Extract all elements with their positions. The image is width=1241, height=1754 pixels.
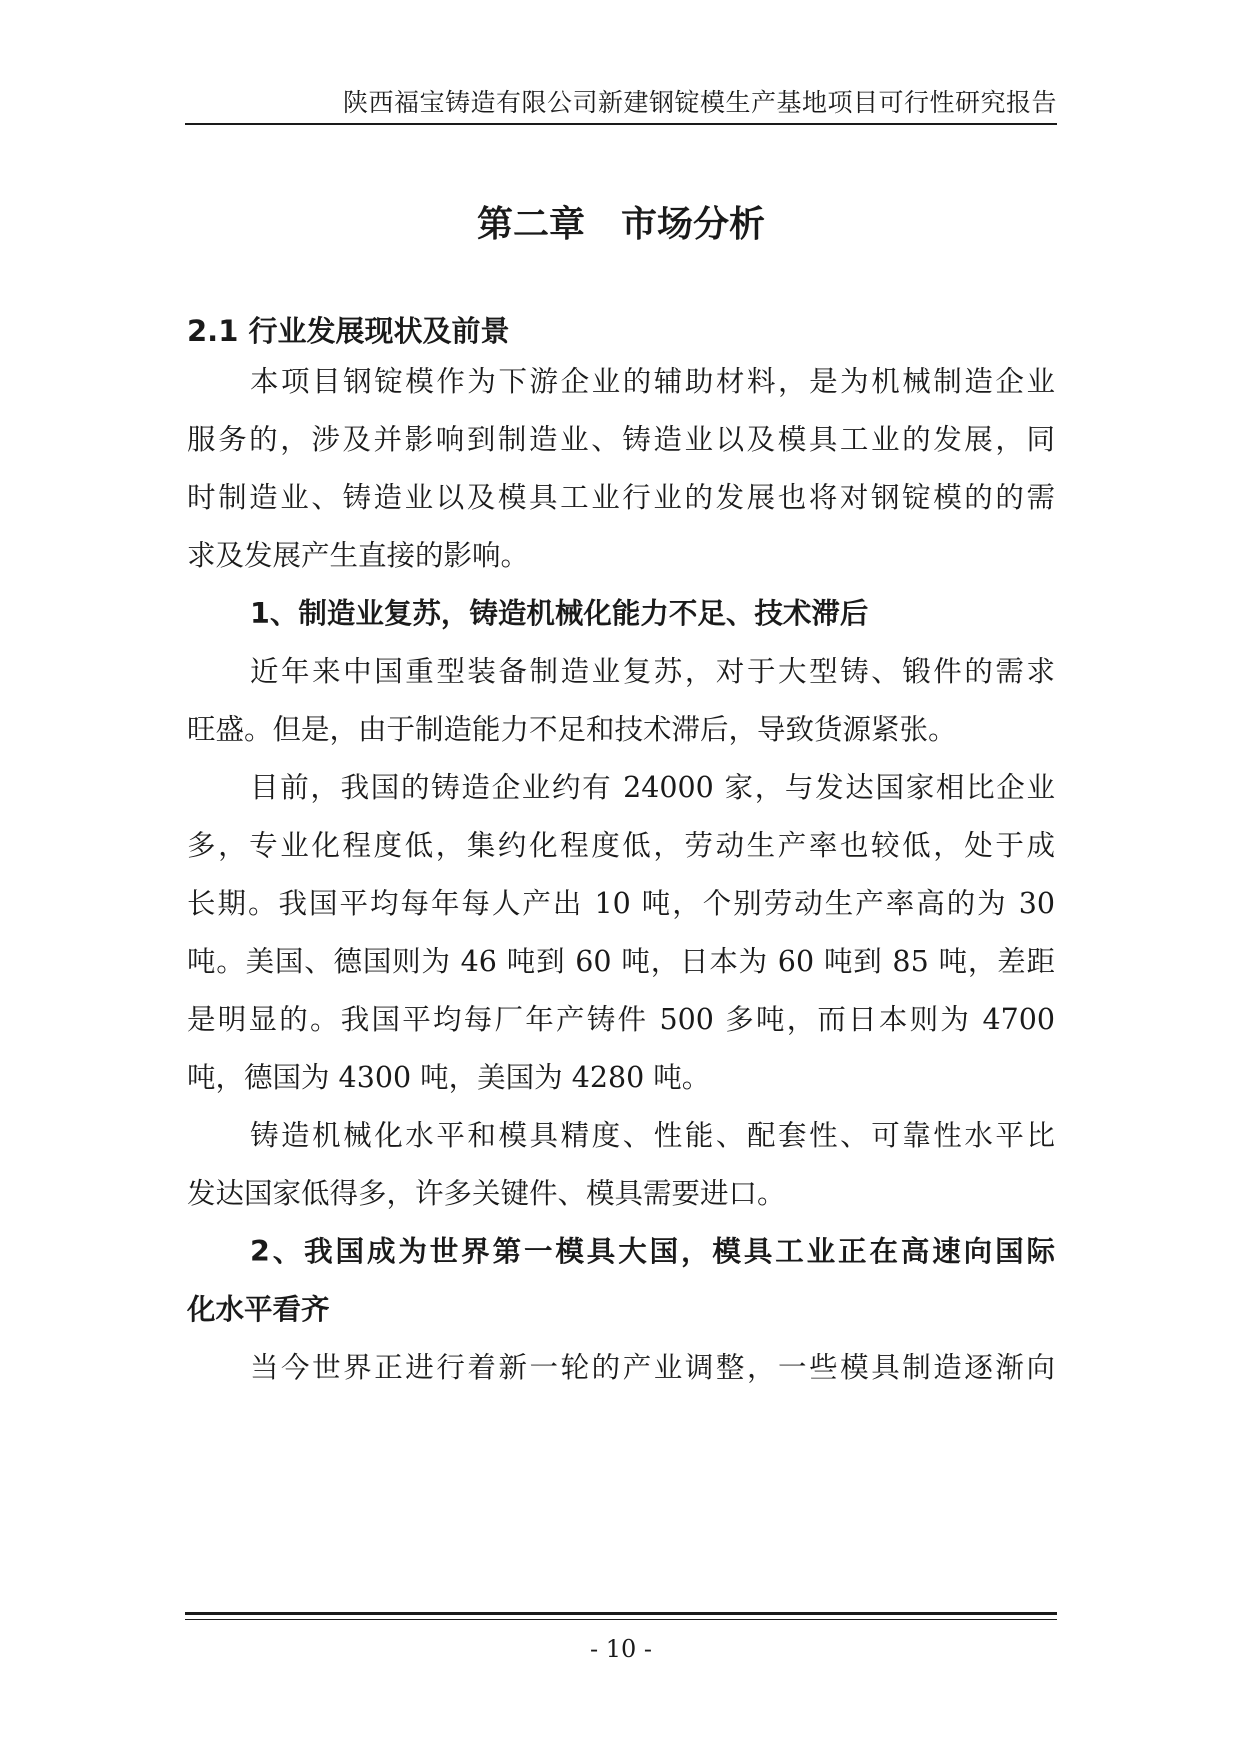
paragraph-line: 发达国家低得多，许多关键件、模具需要进口。	[187, 1177, 786, 1210]
subheading-2: 2、我国成为世界第一模具大国，模具工业正在高速向国际	[250, 1235, 1055, 1268]
page-number: - 10 -	[589, 1635, 652, 1663]
running-header: 陕西福宝铸造有限公司新建钢锭模生产基地项目可行性研究报告	[342, 88, 1057, 117]
paragraph-line: 是明显的。我国平均每厂年产铸件 500 多吨，而日本则为 4700	[187, 1003, 1055, 1036]
footer-rule	[185, 1619, 1057, 1620]
paragraph-line: 多，专业化程度低，集约化程度低，劳动生产率也较低，处于成	[187, 829, 1055, 862]
paragraph-line: 吨。美国、德国则为 46 吨到 60 吨，日本为 60 吨到 85 吨，差距	[187, 945, 1055, 978]
chapter-title: 第二章 市场分析	[476, 204, 765, 245]
paragraph-line: 吨，德国为 4300 吨，美国为 4280 吨。	[187, 1061, 711, 1094]
paragraph-line: 本项目钢锭模作为下游企业的辅助材料，是为机械制造企业	[250, 365, 1055, 398]
paragraph-line: 近年来中国重型装备制造业复苏，对于大型铸、锻件的需求	[250, 655, 1055, 688]
subheading-1: 1、制造业复苏，铸造机械化能力不足、技术滞后	[250, 597, 869, 630]
paragraph-line: 目前，我国的铸造企业约有 24000 家，与发达国家相比企业	[250, 771, 1055, 804]
header-rule	[185, 123, 1057, 125]
paragraph-line: 时制造业、铸造业以及模具工业行业的发展也将对钢锭模的的需	[187, 481, 1055, 514]
paragraph-line: 长期。我国平均每年每人产出 10 吨，个别劳动生产率高的为 30	[187, 887, 1055, 920]
paragraph-line: 旺盛。但是，由于制造能力不足和技术滞后，导致货源紧张。	[187, 713, 957, 746]
paragraph-line: 当今世界正进行着新一轮的产业调整，一些模具制造逐渐向	[250, 1351, 1055, 1384]
paragraph-line: 求及发展产生直接的影响。	[187, 539, 530, 572]
subheading-2-continued: 化水平看齐	[187, 1293, 330, 1326]
footer-rule	[185, 1612, 1057, 1615]
section-title: 2.1 行业发展现状及前景	[187, 314, 510, 348]
paragraph-line: 服务的，涉及并影响到制造业、铸造业以及模具工业的发展，同	[187, 423, 1055, 456]
paragraph-line: 铸造机械化水平和模具精度、性能、配套性、可靠性水平比	[250, 1119, 1055, 1152]
